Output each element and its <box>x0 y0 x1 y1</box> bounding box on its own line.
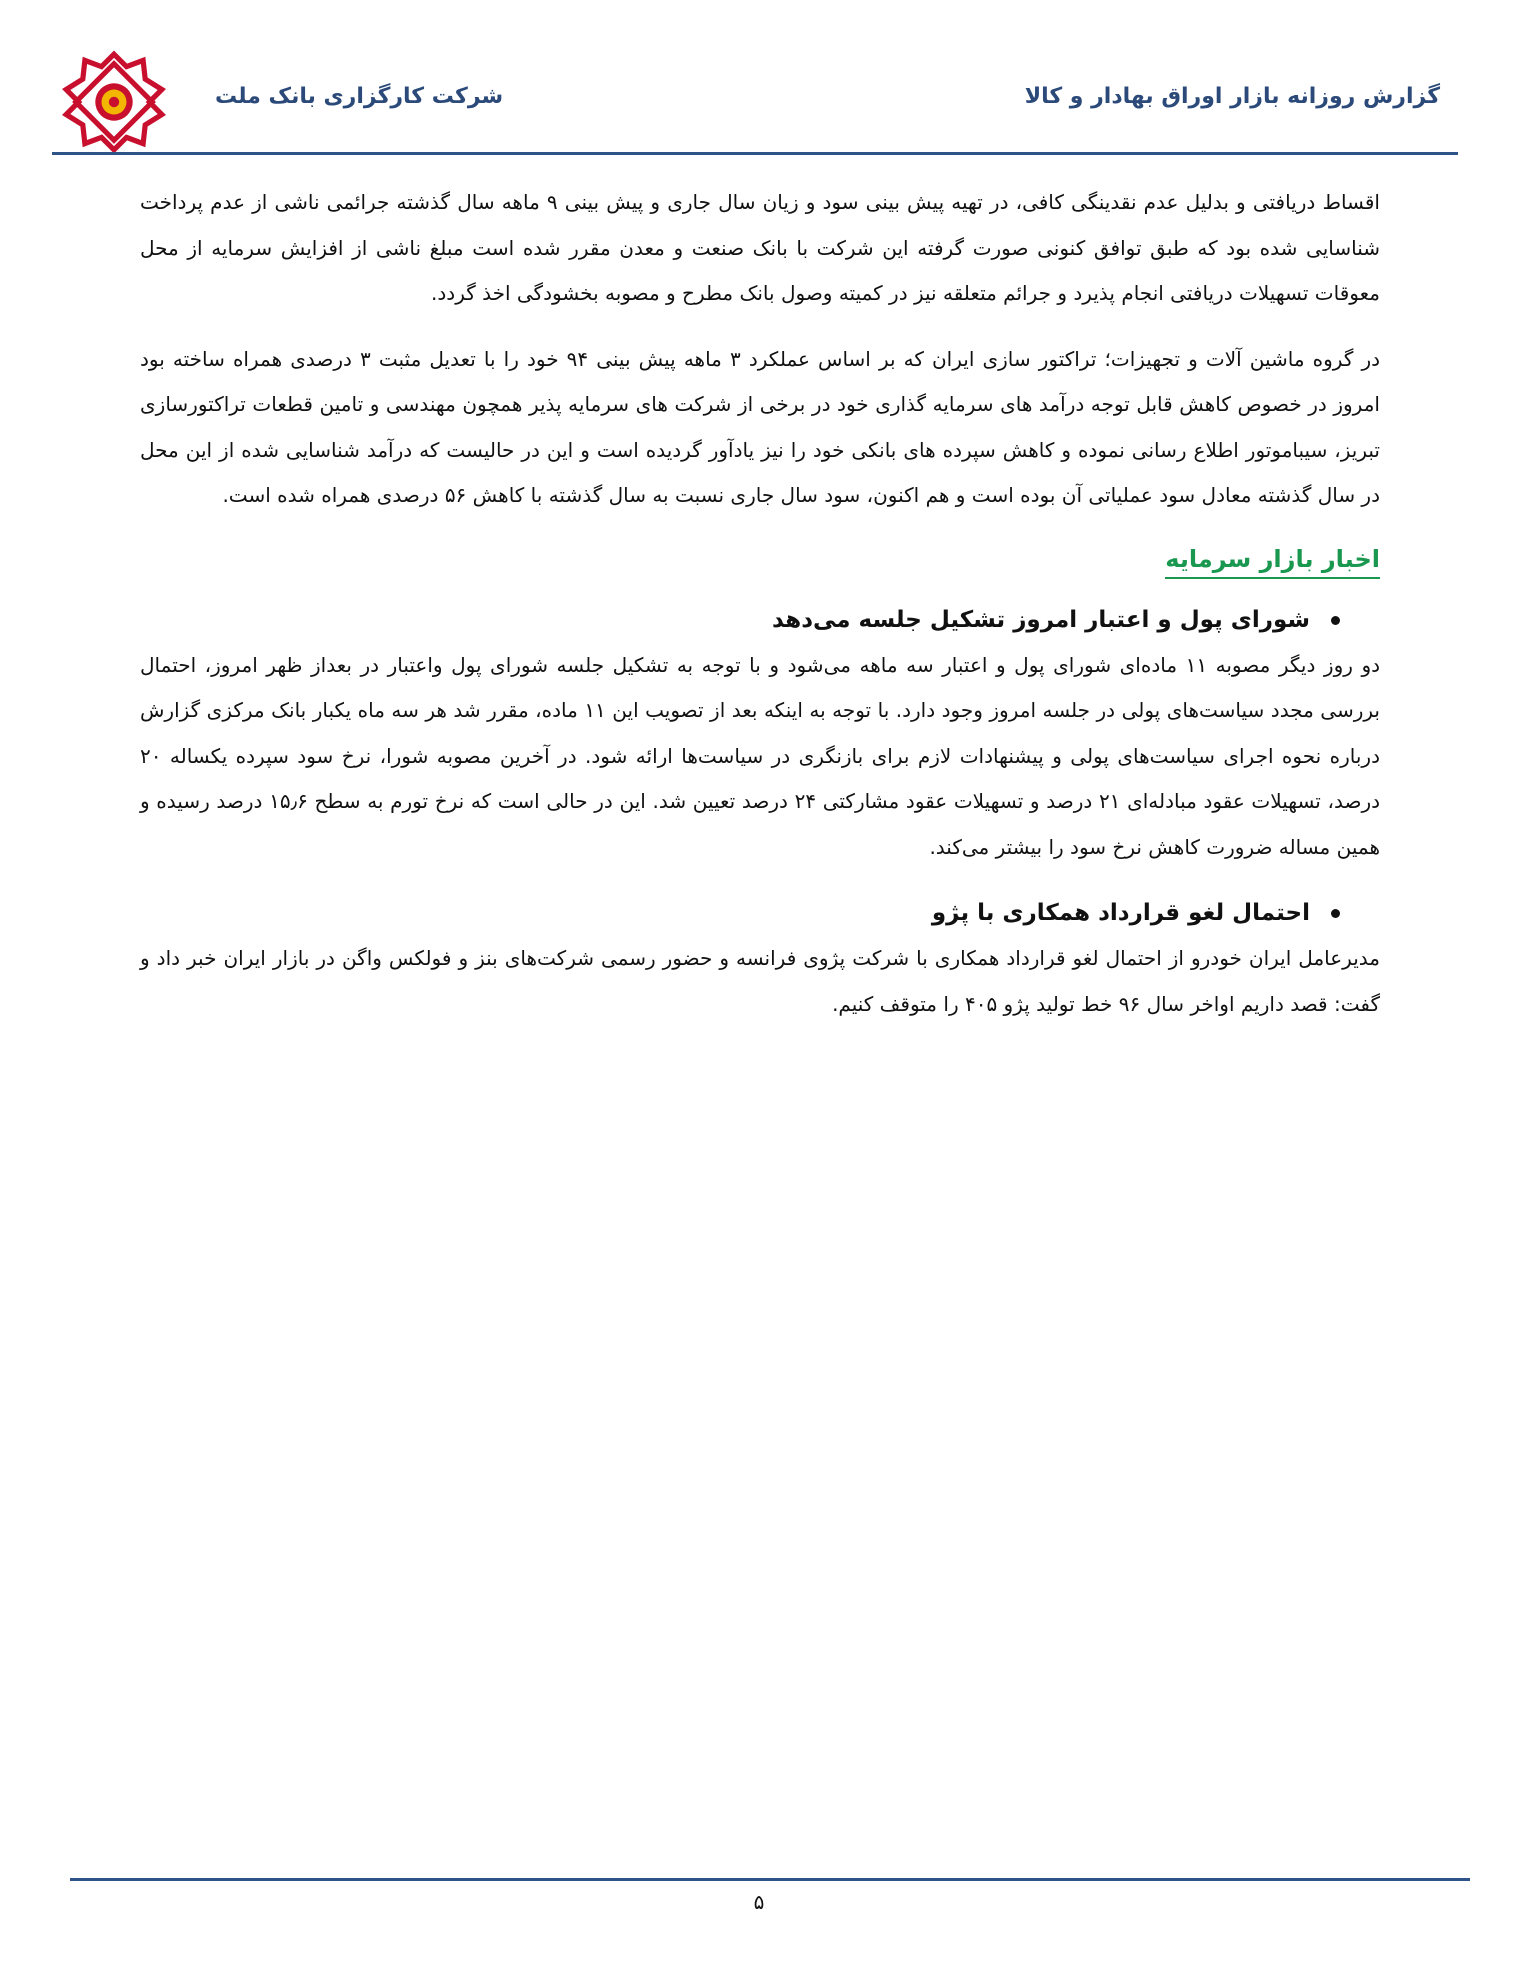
news-body: مدیرعامل ایران خودرو از احتمال لغو قرارداد همکاری با شرکت پژوی فرانسه و حضور رسمی شرکت‌های بنز و فولکس واگن در بازار ایران خبر داد و گفت: قصد داریم اواخر سال ۹۶ خط تولید پژو ۴۰۵ را متوقف کنیم. <box>140 946 1380 1016</box>
body-paragraph: اقساط دریافتی و بدلیل عدم نقدینگی کافی، در تهیه پیش بینی سود و زیان سال جاری و پیش بینی ۹ ماهه سال گذشته جرائمی ناشی از عدم پرداخت شناسایی شده بود که طبق توافق کنونی صورت گرفته این شرکت با بانک صنعت و معدن مقرر شده است مبلغ ناشی از افزایش سرمایه از محل معوقات تسهیلات دریافتی انجام پذیرد و جرائم متعلقه نیز در کمیته وصول بانک مطرح و مصوبه بخشودگی اخذ گردد. <box>140 190 1380 305</box>
body-paragraph: در گروه ماشین آلات و تجهیزات؛ تراکتور سازی ایران که بر اساس عملکرد ۳ ماهه پیش بینی ۹۴ خود را با تعدیل مثبت ۳ درصدی همراه ساخته بود امروز در خصوص کاهش قابل توجه درآمد های سرمایه گذاری خود در برخی از شرکت های سرمایه پذیر همچون مهندسی و تامین قطعات تراکتورسازی تبریز، سیباموتور اطلاع رسانی نموده و کاهش سپرده های بانکی خود را نیز یادآور گردیده است و این در حالیست که درآمد شناسایی شده از این محل در سال گذشته معادل سود عملیاتی آن بوده است و هم اکنون، سود سال جاری نسبت به سال گذشته با کاهش ۵۶ درصدی همراه شده است. <box>140 346 1381 507</box>
news-headline-text: شورای پول و اعتبار امروز تشکیل جلسه می‌دهد <box>771 606 1310 633</box>
news-headline <box>140 890 1380 936</box>
news-headline <box>140 597 1380 643</box>
page-number: ۵ <box>753 1890 765 1914</box>
footer-divider <box>70 1878 1470 1881</box>
section-heading <box>140 539 1380 579</box>
report-content <box>140 180 1380 1047</box>
report-title: گزارش روزانه بازار اوراق بهادار و کالا <box>1024 84 1440 109</box>
bank-mellat-logo-icon <box>62 50 166 154</box>
header-divider <box>52 152 1458 155</box>
bullet-icon <box>1331 616 1340 625</box>
news-headline-text: احتمال لغو قرارداد همکاری با پژو <box>931 900 1310 926</box>
news-item <box>140 890 1380 1027</box>
bullet-icon <box>1331 909 1340 918</box>
section-heading-text: اخبار بازار سرمایه <box>1165 545 1380 579</box>
page-header <box>0 0 1530 160</box>
company-name: شرکت کارگزاری بانک ملت <box>215 84 504 109</box>
news-item <box>140 597 1380 871</box>
news-body: دو روز دیگر مصوبه ۱۱ ماده‌ای شورای پول و اعتبار سه ماهه می‌شود و با توجه به تشکیل جلسه شورای پول واعتبار در بعداز ظهر امروز، احتمال بررسی مجدد سیاست‌های پولی در جلسه امروز وجود دارد. با توجه به اینکه بعد از تصویب این ۱۱ ماده، مقرر شد هر سه ماه یکبار بانک مرکزی گزارش درباره نحوه اجرای سیاست‌های پولی و پیشنهادات لازم برای بازنگری در سیاست‌ها ارائه شود. در آخرین مصوبه شورا، نرخ سود سپرده یکساله ۲۰ درصد، تسهیلات عقود مبادله‌ای ۲۱ درصد و تسهیلات عقود مشارکتی ۲۴ درصد تعیین شد. این در حالی است که نرخ تورم به سطح ۱۵٫۶ درصد رسیده و همین مساله ضرورت کاهش نرخ سود را بیشتر می‌کند. <box>140 652 1381 859</box>
